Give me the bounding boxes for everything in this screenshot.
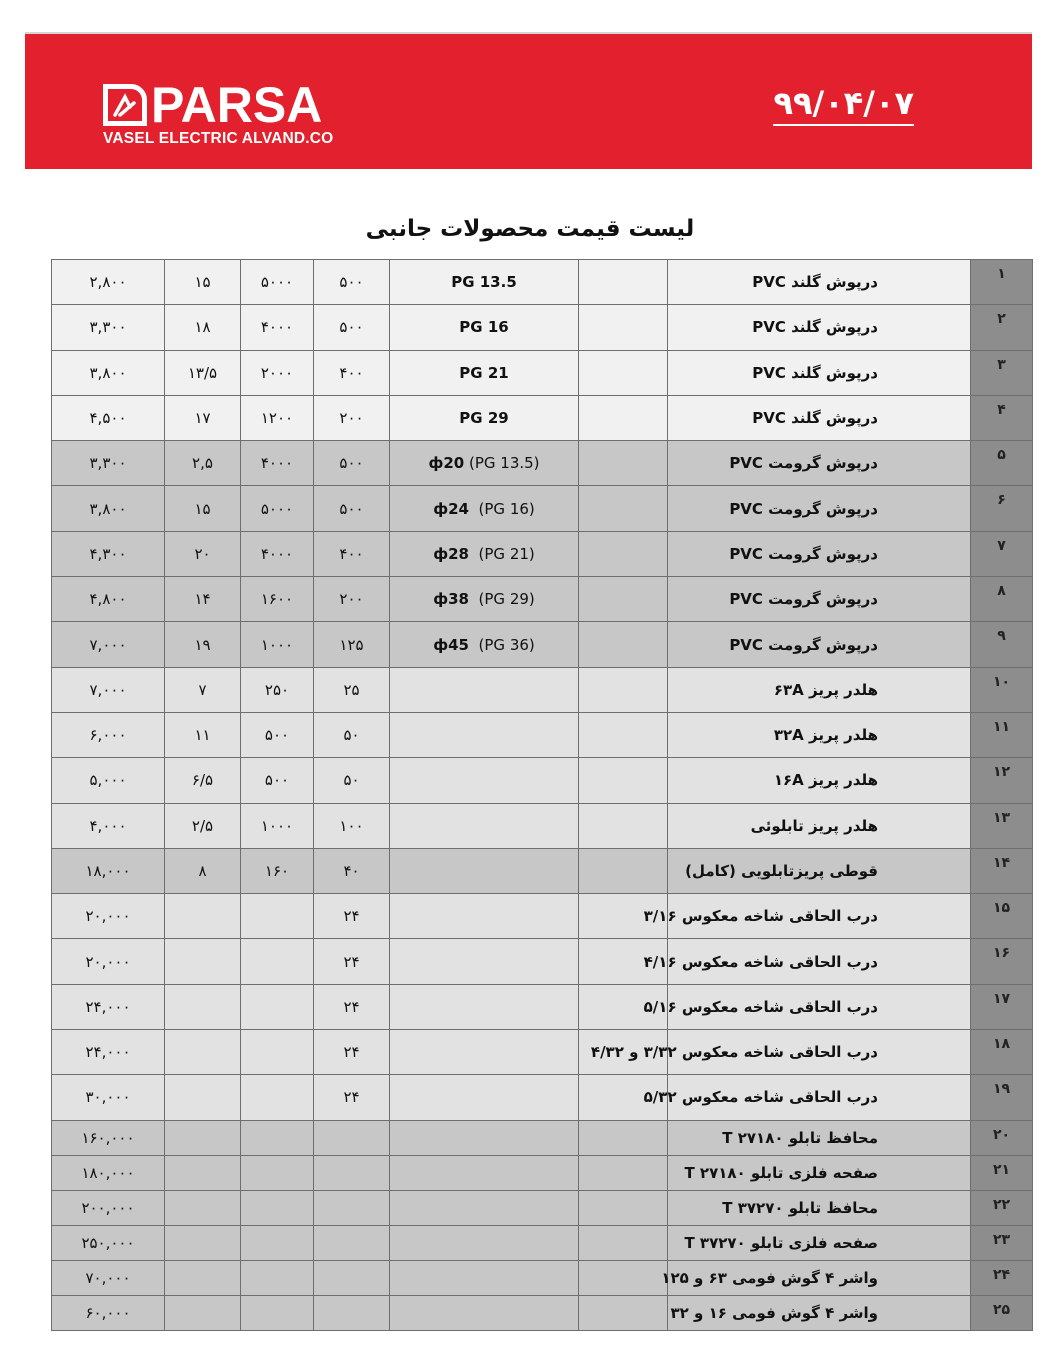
price-cell: ۳,۳۰۰ <box>52 441 165 486</box>
price-cell: ۶,۰۰۰ <box>52 712 165 757</box>
spec-cell <box>579 1155 668 1190</box>
product-name-cell: درب الحاقی شاخه معکوس ۵/۳۲ <box>668 1075 971 1120</box>
weight-cell: ۸ <box>165 848 241 893</box>
price-cell: ۴,۳۰۰ <box>52 531 165 576</box>
spec-cell <box>579 758 668 803</box>
code-cell <box>390 577 579 622</box>
price-cell: ۲,۸۰۰ <box>52 260 165 305</box>
row-number-cell: ۲۰ <box>971 1120 1033 1155</box>
row-number-cell: ۲۱ <box>971 1155 1033 1190</box>
price-cell: ۲۵۰,۰۰۰ <box>52 1225 165 1260</box>
pack-qty-cell: ۴۰۰ <box>314 350 390 395</box>
spec-cell <box>579 1190 668 1225</box>
code-cell <box>390 667 579 712</box>
price-cell: ۲۴,۰۰۰ <box>52 984 165 1029</box>
weight-cell: ۲/۵ <box>165 803 241 848</box>
table-row <box>52 1225 1033 1260</box>
row-number-cell: ۴ <box>971 395 1033 440</box>
weight-cell: ۲۰ <box>165 531 241 576</box>
spec-cell <box>579 712 668 757</box>
price-cell: ۶۰,۰۰۰ <box>52 1295 165 1330</box>
table-row <box>52 758 1033 803</box>
price-cell: ۲۰,۰۰۰ <box>52 894 165 939</box>
weight-cell: ۱۷ <box>165 395 241 440</box>
code-main: ф38 <box>433 590 469 609</box>
carton-qty-cell <box>241 1260 314 1295</box>
weight-cell: ۱۸ <box>165 305 241 350</box>
row-number-cell: ۷ <box>971 531 1033 576</box>
product-name-cell: درپوش گرومت PVC <box>668 622 971 667</box>
weight-cell: ۱۱ <box>165 712 241 757</box>
carton-qty-cell <box>241 1075 314 1120</box>
row-number-cell: ۲۳ <box>971 1225 1033 1260</box>
product-name-cell: درب الحاقی شاخه معکوس ۵/۱۶ <box>668 984 971 1029</box>
code-cell <box>390 712 579 757</box>
spec-cell <box>579 803 668 848</box>
spec-cell <box>579 486 668 531</box>
pack-qty-cell: ۴۰۰ <box>314 531 390 576</box>
table-row <box>52 577 1033 622</box>
pack-qty-cell <box>314 1295 390 1330</box>
product-name-cell: درپوش گلند PVC <box>668 395 971 440</box>
weight-cell: ۱۵ <box>165 260 241 305</box>
code-cell <box>390 1295 579 1330</box>
code-main: ф20 <box>428 454 465 473</box>
code-cell <box>390 984 579 1029</box>
pack-qty-cell: ۵۰ <box>314 758 390 803</box>
code-cell <box>390 1225 579 1260</box>
weight-cell <box>165 1190 241 1225</box>
price-cell: ۱۸,۰۰۰ <box>52 848 165 893</box>
price-cell: ۵,۰۰۰ <box>52 758 165 803</box>
pack-qty-cell: ۲۰۰ <box>314 395 390 440</box>
product-name-cell: محافظ تابلو T ۲۷۱۸۰ <box>668 1120 971 1155</box>
pack-qty-cell: ۲۴ <box>314 939 390 984</box>
weight-cell <box>165 1030 241 1075</box>
pack-qty-cell: ۲۴ <box>314 1075 390 1120</box>
product-name-cell: واشر ۴ گوش فومی ۱۶ و ۳۲ <box>668 1295 971 1330</box>
carton-qty-cell <box>241 984 314 1029</box>
carton-qty-cell: ۴۰۰۰ <box>241 531 314 576</box>
carton-qty-cell <box>241 1155 314 1190</box>
row-number-cell: ۲۴ <box>971 1260 1033 1295</box>
product-name-cell: درپوش گرومت PVC <box>668 486 971 531</box>
row-number-cell: ۱۸ <box>971 1030 1033 1075</box>
pack-qty-cell <box>314 1225 390 1260</box>
weight-cell: ۱۳/۵ <box>165 350 241 395</box>
code-sub: (PG 13.5) <box>464 454 540 473</box>
code-cell <box>390 486 579 531</box>
price-cell: ۲۰۰,۰۰۰ <box>52 1190 165 1225</box>
spec-cell <box>579 531 668 576</box>
page-title: لیست قیمت محصولات جانبی <box>365 216 695 242</box>
pack-qty-cell <box>314 1155 390 1190</box>
code-cell: PG 13.5 <box>390 260 579 305</box>
pack-qty-cell: ۲۴ <box>314 894 390 939</box>
table-row <box>52 984 1033 1029</box>
pack-qty-cell: ۵۰ <box>314 712 390 757</box>
weight-cell <box>165 1075 241 1120</box>
table-row <box>52 712 1033 757</box>
code-cell: PG 21 <box>390 350 579 395</box>
product-name-cell: صفحه فلزی تابلو T ۲۷۱۸۰ <box>668 1155 971 1190</box>
row-number-cell: ۱۶ <box>971 939 1033 984</box>
row-number-cell: ۸ <box>971 577 1033 622</box>
table-row <box>52 395 1033 440</box>
carton-qty-cell: ۵۰۰۰ <box>241 260 314 305</box>
price-cell: ۷۰,۰۰۰ <box>52 1260 165 1295</box>
row-number-cell: ۹ <box>971 622 1033 667</box>
code-cell <box>390 803 579 848</box>
carton-qty-cell <box>241 1225 314 1260</box>
pack-qty-cell: ۲۴ <box>314 984 390 1029</box>
row-number-cell: ۱۰ <box>971 667 1033 712</box>
code-sub: (PG 16) <box>469 499 535 518</box>
spec-cell <box>579 848 668 893</box>
table-row <box>52 441 1033 486</box>
table-row <box>52 848 1033 893</box>
price-cell: ۷,۰۰۰ <box>52 622 165 667</box>
code-cell <box>390 1075 579 1120</box>
code-cell <box>390 848 579 893</box>
code-cell <box>390 1155 579 1190</box>
brand-name: PARSA <box>151 77 323 133</box>
spec-cell <box>579 1225 668 1260</box>
product-name-cell: صفحه فلزی تابلو T ۳۷۲۷۰ <box>668 1225 971 1260</box>
code-sub: (PG 21) <box>469 544 535 563</box>
price-cell: ۳,۸۰۰ <box>52 350 165 395</box>
pack-qty-cell: ۲۴ <box>314 1030 390 1075</box>
carton-qty-cell: ۱۰۰۰ <box>241 622 314 667</box>
table-row <box>52 1190 1033 1225</box>
parsa-logo-icon <box>103 84 147 126</box>
carton-qty-cell: ۱۰۰۰ <box>241 803 314 848</box>
carton-qty-cell <box>241 894 314 939</box>
pack-qty-cell <box>314 1120 390 1155</box>
row-number-cell: ۱۹ <box>971 1075 1033 1120</box>
pack-qty-cell <box>314 1260 390 1295</box>
spec-cell <box>579 350 668 395</box>
price-list-date: ۹۹/۰۴/۰۷ <box>773 84 914 126</box>
price-table <box>51 259 1033 1331</box>
row-number-cell: ۲۲ <box>971 1190 1033 1225</box>
code-cell <box>390 531 579 576</box>
pack-qty-cell <box>314 1190 390 1225</box>
table-row <box>52 1075 1033 1120</box>
product-name-cell: هلدر پریز ۶۳A <box>668 667 971 712</box>
row-number-cell: ۱ <box>971 260 1033 305</box>
carton-qty-cell: ۲۵۰ <box>241 667 314 712</box>
pack-qty-cell: ۵۰۰ <box>314 305 390 350</box>
table-row <box>52 1155 1033 1190</box>
product-name-cell: درب الحاقی شاخه معکوس ۳/۱۶ <box>668 894 971 939</box>
product-name-cell: درپوش گلند PVC <box>668 260 971 305</box>
code-cell <box>390 1190 579 1225</box>
row-number-cell: ۱۷ <box>971 984 1033 1029</box>
code-cell: PG 16 <box>390 305 579 350</box>
row-number-cell: ۲ <box>971 305 1033 350</box>
code-cell <box>390 1030 579 1075</box>
weight-cell <box>165 1155 241 1190</box>
pack-qty-cell: ۱۲۵ <box>314 622 390 667</box>
table-row <box>52 260 1033 305</box>
weight-cell <box>165 1260 241 1295</box>
spec-cell <box>579 1260 668 1295</box>
product-name-cell: هلدر پریز ۳۲A <box>668 712 971 757</box>
code-cell <box>390 441 579 486</box>
carton-qty-cell: ۵۰۰ <box>241 712 314 757</box>
row-number-cell: ۱۲ <box>971 758 1033 803</box>
table-row <box>52 894 1033 939</box>
price-cell: ۳,۸۰۰ <box>52 486 165 531</box>
weight-cell: ۲,۵ <box>165 441 241 486</box>
table-row <box>52 350 1033 395</box>
header-banner <box>25 32 1032 169</box>
row-number-cell: ۱۵ <box>971 894 1033 939</box>
code-main: ф45 <box>433 635 469 654</box>
company-logo <box>103 77 343 147</box>
price-cell: ۳,۳۰۰ <box>52 305 165 350</box>
product-name-cell: هلدر پریز ۱۶A <box>668 758 971 803</box>
product-name-cell: درپوش گلند PVC <box>668 350 971 395</box>
table-row <box>52 1260 1033 1295</box>
row-number-cell: ۵ <box>971 441 1033 486</box>
spec-cell <box>579 395 668 440</box>
weight-cell: ۱۴ <box>165 577 241 622</box>
code-cell: PG 29 <box>390 395 579 440</box>
code-main: ф28 <box>433 544 469 563</box>
carton-qty-cell <box>241 1190 314 1225</box>
product-name-cell: درب الحاقی شاخه معکوس ۴/۱۶ <box>668 939 971 984</box>
spec-cell <box>579 260 668 305</box>
pack-qty-cell: ۵۰۰ <box>314 260 390 305</box>
weight-cell <box>165 1120 241 1155</box>
carton-qty-cell: ۱۲۰۰ <box>241 395 314 440</box>
code-sub: (PG 36) <box>469 635 535 654</box>
table-row <box>52 486 1033 531</box>
product-name-cell: درپوش گرومت PVC <box>668 441 971 486</box>
code-cell <box>390 622 579 667</box>
row-number-cell: ۱۳ <box>971 803 1033 848</box>
carton-qty-cell <box>241 1120 314 1155</box>
price-cell: ۱۸۰,۰۰۰ <box>52 1155 165 1190</box>
product-name-cell: هلدر پریز تابلوئی <box>668 803 971 848</box>
spec-cell <box>579 1120 668 1155</box>
table-row <box>52 622 1033 667</box>
weight-cell: ۱۵ <box>165 486 241 531</box>
row-number-cell: ۲۵ <box>971 1295 1033 1330</box>
pack-qty-cell: ۲۰۰ <box>314 577 390 622</box>
carton-qty-cell: ۱۶۰ <box>241 848 314 893</box>
price-cell: ۲۴,۰۰۰ <box>52 1030 165 1075</box>
price-cell: ۳۰,۰۰۰ <box>52 1075 165 1120</box>
code-cell <box>390 1120 579 1155</box>
table-row <box>52 667 1033 712</box>
price-table-body <box>52 260 1033 1331</box>
product-name-cell: درپوش گلند PVC <box>668 305 971 350</box>
spec-cell <box>579 667 668 712</box>
carton-qty-cell <box>241 1030 314 1075</box>
price-cell: ۱۶۰,۰۰۰ <box>52 1120 165 1155</box>
price-cell: ۷,۰۰۰ <box>52 667 165 712</box>
pack-qty-cell: ۲۵ <box>314 667 390 712</box>
pack-qty-cell: ۴۰ <box>314 848 390 893</box>
carton-qty-cell: ۵۰۰ <box>241 758 314 803</box>
pack-qty-cell: ۵۰۰ <box>314 441 390 486</box>
spec-cell <box>579 1295 668 1330</box>
carton-qty-cell: ۵۰۰۰ <box>241 486 314 531</box>
weight-cell <box>165 1225 241 1260</box>
row-number-cell: ۱۱ <box>971 712 1033 757</box>
pack-qty-cell: ۱۰۰ <box>314 803 390 848</box>
product-name-cell: قوطی پریزتابلویی (کامل) <box>668 848 971 893</box>
carton-qty-cell <box>241 1295 314 1330</box>
carton-qty-cell <box>241 939 314 984</box>
weight-cell: ۷ <box>165 667 241 712</box>
carton-qty-cell: ۲۰۰۰ <box>241 350 314 395</box>
row-number-cell: ۶ <box>971 486 1033 531</box>
code-cell <box>390 1260 579 1295</box>
carton-qty-cell: ۴۰۰۰ <box>241 305 314 350</box>
product-name-cell: محافظ تابلو T ۳۷۲۷۰ <box>668 1190 971 1225</box>
carton-qty-cell: ۴۰۰۰ <box>241 441 314 486</box>
code-sub: (PG 29) <box>469 590 535 609</box>
row-number-cell: ۳ <box>971 350 1033 395</box>
code-cell <box>390 758 579 803</box>
row-number-cell: ۱۴ <box>971 848 1033 893</box>
weight-cell <box>165 1295 241 1330</box>
weight-cell <box>165 894 241 939</box>
product-name-cell: درپوش گرومت PVC <box>668 531 971 576</box>
spec-cell <box>579 577 668 622</box>
code-main: ф24 <box>433 499 469 518</box>
product-name-cell: درپوش گرومت PVC <box>668 577 971 622</box>
price-cell: ۴,۰۰۰ <box>52 803 165 848</box>
table-row <box>52 1120 1033 1155</box>
table-row <box>52 803 1033 848</box>
code-cell <box>390 939 579 984</box>
brand-subtitle: VASEL ELECTRIC ALVAND.CO <box>103 130 334 147</box>
product-name-cell: واشر ۴ گوش فومی ۶۳ و ۱۲۵ <box>668 1260 971 1295</box>
weight-cell: ۱۹ <box>165 622 241 667</box>
spec-cell <box>579 441 668 486</box>
weight-cell: ۶/۵ <box>165 758 241 803</box>
product-name-cell: درب الحاقی شاخه معکوس ۳/۳۲ و ۴/۳۲ <box>668 1030 971 1075</box>
weight-cell <box>165 939 241 984</box>
carton-qty-cell: ۱۶۰۰ <box>241 577 314 622</box>
table-row <box>52 531 1033 576</box>
table-row <box>52 1030 1033 1075</box>
price-cell: ۴,۵۰۰ <box>52 395 165 440</box>
table-row <box>52 939 1033 984</box>
code-cell <box>390 894 579 939</box>
spec-cell <box>579 305 668 350</box>
weight-cell <box>165 984 241 1029</box>
table-row <box>52 305 1033 350</box>
pack-qty-cell: ۵۰۰ <box>314 486 390 531</box>
table-row <box>52 1295 1033 1330</box>
spec-cell <box>579 622 668 667</box>
price-cell: ۲۰,۰۰۰ <box>52 939 165 984</box>
price-cell: ۴,۸۰۰ <box>52 577 165 622</box>
